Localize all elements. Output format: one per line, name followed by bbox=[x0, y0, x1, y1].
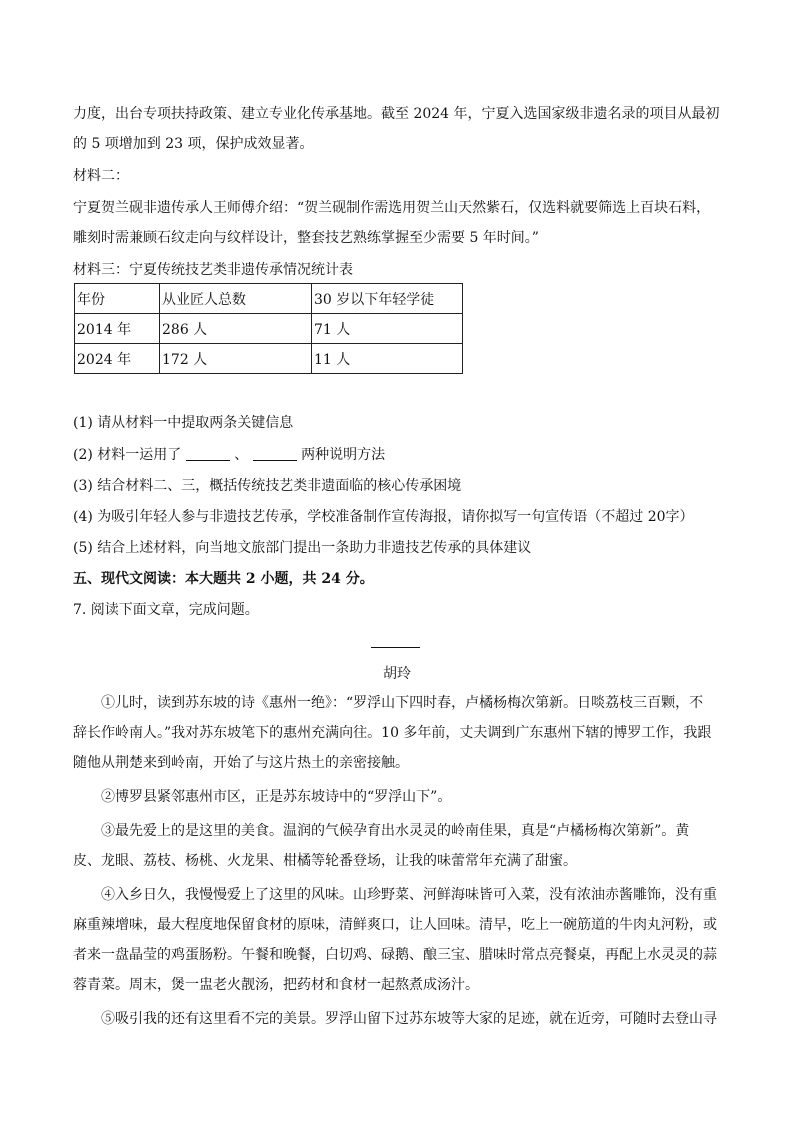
table-row bbox=[75, 314, 463, 344]
answer-blank-1[interactable] bbox=[186, 446, 230, 461]
article-paragraph-line: 随他从荆楚来到岭南，开始了与这片热土的亲密接触。 bbox=[73, 755, 409, 771]
question-2-separator: 、 bbox=[234, 447, 249, 463]
article-paragraph-line: ②博罗县紧邻惠州市区，正是苏东坡诗中的“罗浮山下”。 bbox=[101, 789, 452, 805]
article-paragraph-line: 蓉青菜。周末，煲一盅老火靓汤，把药材和食材一起熬煮成汤汁。 bbox=[73, 977, 479, 993]
table-cell: 11 人 bbox=[312, 344, 463, 374]
article-paragraph-line: 者来一盘晶莹的鸡蛋肠粉。午餐和晚餐，白切鸡、碌鹅、酿三宝、腊味时常点亮餐桌，再配上水灵灵的蒜 bbox=[73, 947, 717, 963]
material2-line-1: 宁夏贺兰砚非遗传承人王师傅介绍：“贺兰砚制作需选用贺兰山天然紫石，仅选料就要筛选上百块石料， bbox=[73, 200, 711, 216]
article-paragraph-line: 皮、龙眼、荔枝、杨桃、火龙果、柑橘等轮番登场，让我的味蕾常年充满了甜蜜。 bbox=[73, 853, 577, 869]
question-7: 7. 阅读下面文章，完成问题。 bbox=[73, 602, 259, 618]
table-cell: 2024 年 bbox=[75, 344, 160, 374]
table-cell: 172 人 bbox=[160, 344, 312, 374]
question-5: (5) 结合上述材料，向当地文旅部门提出一条助力非遗技艺传承的具体建议 bbox=[73, 540, 532, 556]
article-paragraph-line: ⑤吸引我的还有这里看不完的美景。罗浮山留下过苏东坡等大家的足迹，就在近旁，可随时去登山寻 bbox=[101, 1011, 717, 1027]
table-cell: 2014 年 bbox=[75, 314, 160, 344]
material3-heading: 材料三：宁夏传统技艺类非遗传承情况统计表 bbox=[73, 262, 353, 278]
table-cell: 71 人 bbox=[312, 314, 463, 344]
article-paragraph-line: ①儿时，读到苏东坡的诗《惠州一绝》：“罗浮山下四时春，卢橘杨梅次第新。日啖荔枝三百颗，不 bbox=[101, 695, 704, 711]
table-header-row bbox=[75, 284, 463, 314]
article-paragraph-line: 麻重辣增味，最大程度地保留食材的原味，清鲜爽口，让人回味。清早，吃上一碗筋道的牛肉丸河粉，或 bbox=[73, 917, 717, 933]
article-paragraph-line: ④入乡日久，我慢慢爱上了这里的风味。山珍野菜、河鲜海味皆可入菜，没有浓油赤酱雕饰，没有重 bbox=[101, 887, 717, 903]
question-4: (4) 为吸引年轻人参与非遗技艺传承，学校准备制作宣传海报，请你拟写一句宣传语（不超过 20字） bbox=[73, 509, 694, 525]
question-2-suffix: 两种说明方法 bbox=[301, 447, 386, 463]
question-1: (1) 请从材料一中提取两条关键信息 bbox=[73, 415, 294, 431]
stats-table bbox=[74, 283, 463, 374]
table-header-cell: 从业匠人总数 bbox=[160, 284, 312, 314]
question-2 bbox=[73, 445, 721, 465]
title-underline bbox=[371, 647, 420, 648]
question-2-prefix: (2) 材料一运用了 bbox=[73, 447, 182, 463]
table-row bbox=[75, 344, 463, 374]
section-heading: 五、现代文阅读：本大题共 2 小题，共 24 分。 bbox=[73, 571, 374, 587]
material2-heading: 材料二： bbox=[73, 168, 129, 184]
intro-line-2: 的 5 项增加到 23 项，保护成效显著。 bbox=[73, 136, 314, 152]
article-author: 胡玲 bbox=[383, 666, 411, 682]
intro-line-1: 力度，出台专项扶持政策、建立专业化传承基地。截至 2024 年，宁夏入选国家级非遗名录的项目从最初 bbox=[73, 106, 720, 122]
article-paragraph-line: ③最先爱上的是这里的美食。温润的气候孕育出水灵灵的岭南佳果，真是“卢橘杨梅次第新”。黄 bbox=[101, 823, 690, 839]
question-3: (3) 结合材料二、三，概括传统技艺类非遗面临的核心传承困境 bbox=[73, 478, 462, 494]
material2-line-2: 雕刻时需兼顾石纹走向与纹样设计，整套技艺熟练掌握至少需要 5 年时间。” bbox=[73, 230, 539, 246]
table-header-cell: 30 岁以下年轻学徒 bbox=[312, 284, 463, 314]
article-paragraph-line: 辞长作岭南人。”我对苏东坡笔下的惠州充满向往。10 多年前，丈夫调到广东惠州下辖的博罗工作，我跟 bbox=[73, 725, 712, 741]
answer-blank-2[interactable] bbox=[253, 446, 297, 461]
table-header-cell: 年份 bbox=[75, 284, 160, 314]
table-cell: 286 人 bbox=[160, 314, 312, 344]
